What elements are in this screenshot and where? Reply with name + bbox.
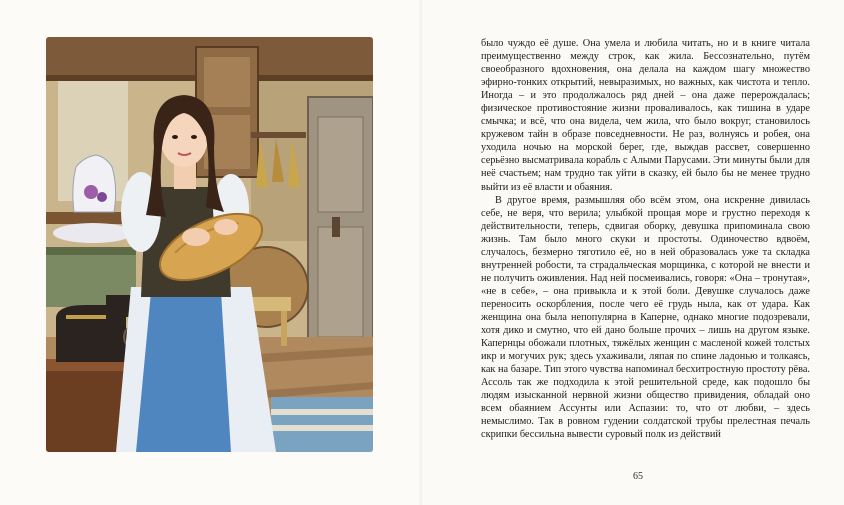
illustration-art bbox=[46, 37, 373, 452]
page-number: 65 bbox=[633, 471, 643, 482]
illustration bbox=[46, 37, 373, 452]
paragraph-2: В другое время, размышляя обо всём этом, она искренне дивилась себе, не веря, что верила; улыбкой прощая море и грустно переходя к действительности, теперь, сдвигая оборку, девушка припоминала свою жизнь. Там было много скуки и простоты. Одиночество вдвоём, случалось, безмерно тяготило её, но в ней образовалась уже та складка внутренней робости, та страдальческая морщинка, с которой не внести и не получить оживления. Над ней посмеивались, говоря: «Она – тронутая», «не в себе», – она привыкла и к этой боли. Девушке случалось даже переносить оскорбления, после чего её грудь ныла, как от удара. Как женщина она была непопулярна в Каперне, однако многие подозревали, хотя дико и смутно, что ей дано больше прочих – лишь на другом языке. Капернцы обожали плотных, тяжёлых женщин с масленой кожей толстых икр и могучих рук; здесь ухаживали, ляпая по спине ладонью и толкаясь, как на базаре. Тип этого чувства напоминал бесхитростную простоту рёва. Ассоль так же подходила к этой решительной среде, как подошло бы людям изысканной нервной жизни общество привидения, обладай оно всем обаянием Ассунты или Аспазии: то, что от любви, – здесь немыслимо. Так в ровном гудении солдатской трубы прелестная печаль скрипки бессильна вывести суровый полк из действий bbox=[481, 194, 810, 441]
page-text bbox=[481, 37, 810, 441]
paragraph-1: было чуждо её душе. Она умела и любила читать, но и в книге читала преимущественно между строк, как жила. Бессознательно, путём своеобразного вдохновения, она делала на каждом шагу множество эфирно-тонких открытий, невыразимых, но важных, как чистота и тепло. Иногда – и это продолжалось ряд дней – она даже перерождалась; физическое противостояние жизни проваливалось, как тишина в ударе смычка; и всё, что она видела, чем жила, что было вокруг, становилось кружевом тайн в образе повседневности. Не раз, волнуясь и робея, она уходила ночью на морской берег, где, выждав рассвет, совершенно серьёзно высматривала корабль с Алыми Парусами. Эти минуты были для неё счастьем; нам трудно так уйти в сказку, ей было бы не менее трудно выйти из её власти и обаяния. bbox=[481, 38, 810, 193]
